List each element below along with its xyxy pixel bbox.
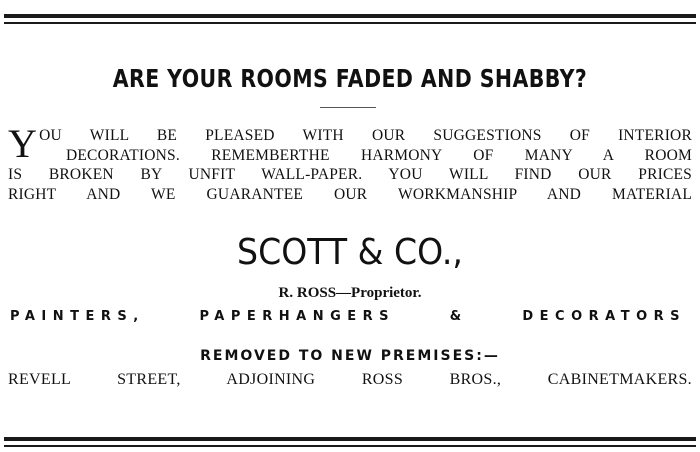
top-rule-thick: [4, 14, 696, 18]
firm-name: SCOTT & CO.,: [237, 232, 463, 273]
advert-body-copy: [8, 121, 692, 204]
trade-painters: PAINTERS,: [10, 309, 145, 324]
top-rule-thin: [4, 22, 696, 24]
address-line: REVELL STREET, ADJOINING ROSS BROS., CABINETMAKERS.: [8, 371, 692, 388]
headline-divider: [320, 107, 376, 108]
body-line-1: OU WILL BE PLEASED WITH OUR SUGGESTIONS OF INTERIOR: [39, 127, 692, 144]
removed-notice: REMOVED TO NEW PREMISES:—: [200, 348, 500, 364]
trade-decorators: DECORATORS: [522, 309, 686, 324]
trade-paperhangers: PAPERHANGERS: [199, 309, 395, 324]
bottom-rule-thick: [4, 437, 696, 441]
body-line-2: DECORATIONS. REMEMBERTHE HARMONY OF MANY A ROOM: [66, 146, 692, 164]
drop-cap-letter: Y: [8, 121, 38, 166]
body-line-3: IS BROKEN BY UNFIT WALL-PAPER. YOU WILL FIND OUR PRICES: [8, 166, 692, 183]
trade-ampersand: &: [449, 309, 468, 324]
proprietor-line: R. ROSS—Proprietor.: [278, 285, 422, 301]
body-line-4: RIGHT AND WE GUARANTEE OUR WORKMANSHIP AND MATERIAL: [8, 185, 692, 203]
advert-headline: ARE YOUR ROOMS FADED AND SHABBY?: [112, 64, 588, 93]
bottom-rule-thin: [4, 445, 696, 447]
trades-line: [10, 309, 686, 324]
